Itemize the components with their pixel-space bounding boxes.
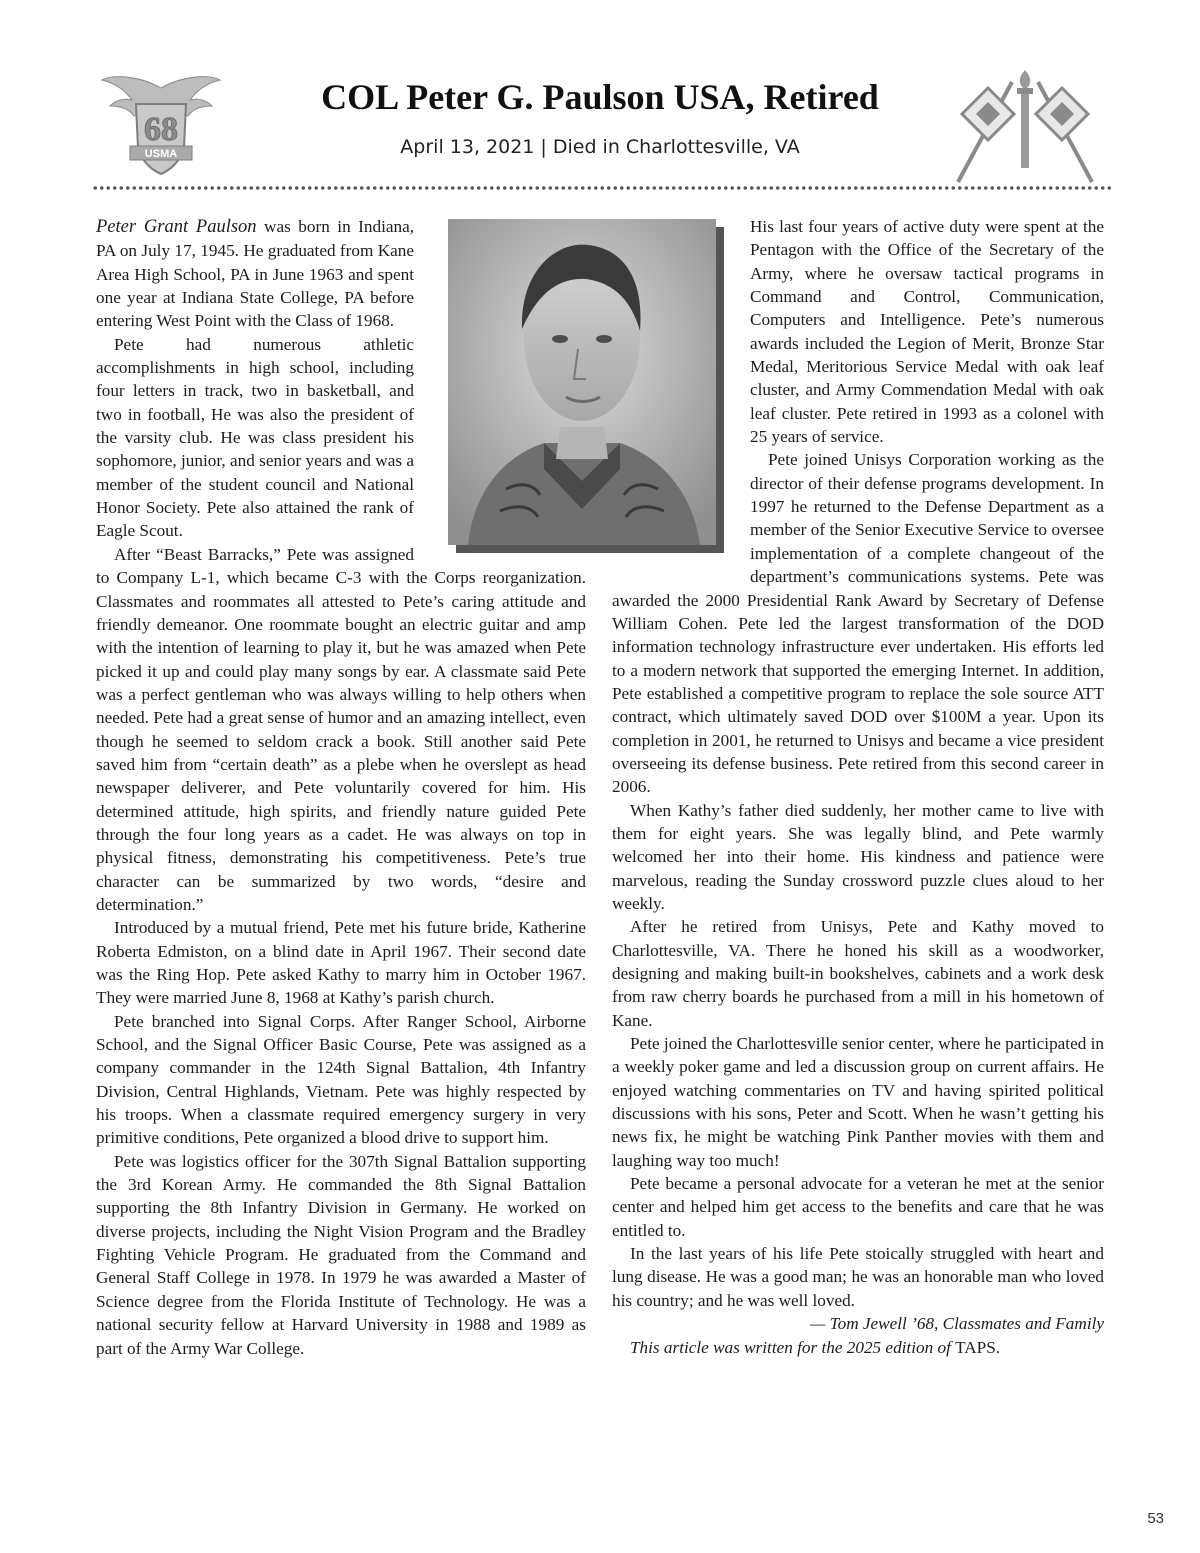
article-paragraph: Pete had numerous athletic accomplishments in high school, including four letters in track, two in basketball, and two in football, He was also the president of the varsity club. He was class president his sophomore, junior, and senior years and was a member of the student council and National Honor Society. Pete also attained the rank of Eagle Scout. [96, 334, 414, 541]
dotted-divider [92, 185, 1112, 191]
edition-note: This article was written for the 2025 edition of TAPS. [630, 1337, 1001, 1357]
article-column-right [612, 215, 1104, 1359]
article-paragraph: After he retired from Unisys, Pete and Kathy moved to Charlottesville, VA. There he honed his skill as a woodworker, designing and making built-in bookshelves, cabinets and a work desk from raw cherry boards he purchased from a mill in his hometown of Kane. [612, 917, 1104, 1030]
article-paragraph: His last four years of active duty were spent at the Pentagon with the Office of the Secretary of the Army, where he oversaw tactical programs in Command and Control, Communication, Computers and Intelligence. Pete’s numerous awards included the Legion of Merit, Bronze Star Medal, Meritorious Service Medal with oak leaf cluster, and Army Commendation Medal with oak leaf cluster. Pete retired in 1993 as a colonel with 25 years of service. [750, 217, 1104, 447]
article-paragraph: Pete was logistics officer for the 307th Signal Battalion supporting the 3rd Korean Army. He commanded the 8th Signal Battalion supporting the 8th Infantry Division in Germany. He worked on diverse projects, including the Night Vision Program and the Bradley Fighting Vehicle Program. He graduated from the Command and General Staff College in 1978. In 1979 he was awarded a Master of Science degree from the Florida Institute of Technology. He was a national security fellow at Harvard University in 1988 and 1989 as part of the Army War College. [96, 1151, 586, 1358]
article-paragraph: In the last years of his life Pete stoically struggled with heart and lung disease. He was a good man; he was an honorable man who loved his country; and he was well loved. [612, 1244, 1104, 1310]
crest-banner: USMA [144, 148, 178, 160]
signal-corps-insignia-icon [948, 68, 1102, 186]
page-number: 53 [1147, 1510, 1164, 1527]
article-paragraph: After “Beast Barracks,” Pete was assigned to Company L-1, which became C-3 with the Corps reorganization. Classmates and roommates all attested to Pete’s caring attitude and friendly demeanor. One roommate bought an electric guitar and amp with the intention of learning to play it, but he was amazed when Pete picked it up and could play many songs by ear. A classmate said Pete was a perfect gentleman who was always willing to help others when needed. Pete had a great sense of humor and an amazing intellect, even though he seemed to seldom crack a book. Still another said Pete saved him from “certain death” as a plebe when he overslept as head newspaper deliverer, and Pete voluntarily covered for him. His determined attitude, high spirits, and friendly nature guided Pete through the four long years as a cadet. He was always on top in physical fitness, demonstrating his competitiveness. Pete’s true character can be summarized by two words, “desire and determination.” [96, 544, 586, 914]
article-paragraph: Pete joined the Charlottesville senior center, where he participated in a weekly poker game and led a discussion group on current affairs. He enjoyed watching commentaries on TV and having spirited political discussions with his sons, Peter and Scott. When he wasn’t getting his news fix, he might be watching Pink Panther movies with them and laughing way too much! [612, 1034, 1104, 1170]
article-paragraph: Pete became a personal advocate for a veteran he met at the senior center and helped him get access to the benefits and care that he was entitled to. [612, 1174, 1104, 1240]
article-column-left [96, 215, 586, 1360]
page-title: COL Peter G. Paulson USA, Retired [321, 77, 879, 117]
author-signature: — Tom Jewell ’68, Classmates and Family [810, 1314, 1104, 1334]
crest-number: 68 [144, 111, 178, 148]
subject-name: Peter Grant Paulson [96, 217, 257, 237]
page-subtitle: April 13, 2021 | Died in Charlottesville, VA [400, 136, 800, 158]
article-paragraph: Introduced by a mutual friend, Pete met his future bride, Katherine Roberta Edmiston, on a blind date in April 1967. Their second date was the Ring Hop. Pete asked Kathy to marry him in October 1967. They were married June 8, 1968 at Kathy’s parish church. [96, 918, 586, 1008]
article-paragraph: Pete joined Unisys Corporation working as the director of their defense programs development. In 1997 he returned to the Defense Department as a member of the Senior Executive Service to oversee implementation of a complete changeout of the department’s communications systems. Pete was awarded the 2000 Presidential Rank Award by Secretary of Defense William Cohen. Pete led the largest transformation of the DOD information technology infrastructure ever undertaken. His efforts led to a modern network that supported the emerging Internet. In addition, Pete established a competitive program to replace the sole source ATT contract, which ultimately saved DOD over $100M a year. Upon its completion in 2001, he returned to Unisys and became a vice president overseeing its defense business. Pete retired from this second career in 2006. [612, 450, 1104, 797]
article-paragraph: Pete branched into Signal Corps. After Ranger School, Airborne School, and the Signal Officer Basic Course, Pete was assigned as a company commander in the 124th Signal Battalion, 4th Infantry Division, Central Highlands, Vietnam. Pete was highly respected by his troops. When a classmate required emergency surgery in very primitive conditions, Pete organized a blood drive to support him. [96, 1011, 586, 1148]
article-paragraph: When Kathy’s father died suddenly, her mother came to live with them for eight years. She was legally blind, and Pete warmly welcomed her into their home. His kindness and patience were marvelous, reading the Sunday crossword puzzle clues aloud to her weekly. [612, 800, 1104, 913]
article-paragraph: Peter Grant Paulson was born in Indiana, PA on July 17, 1945. He graduated from Kane Area High School, PA in June 1963 and spent one year at Indiana State College, PA before entering West Point with the Class of 1968. [96, 217, 414, 331]
